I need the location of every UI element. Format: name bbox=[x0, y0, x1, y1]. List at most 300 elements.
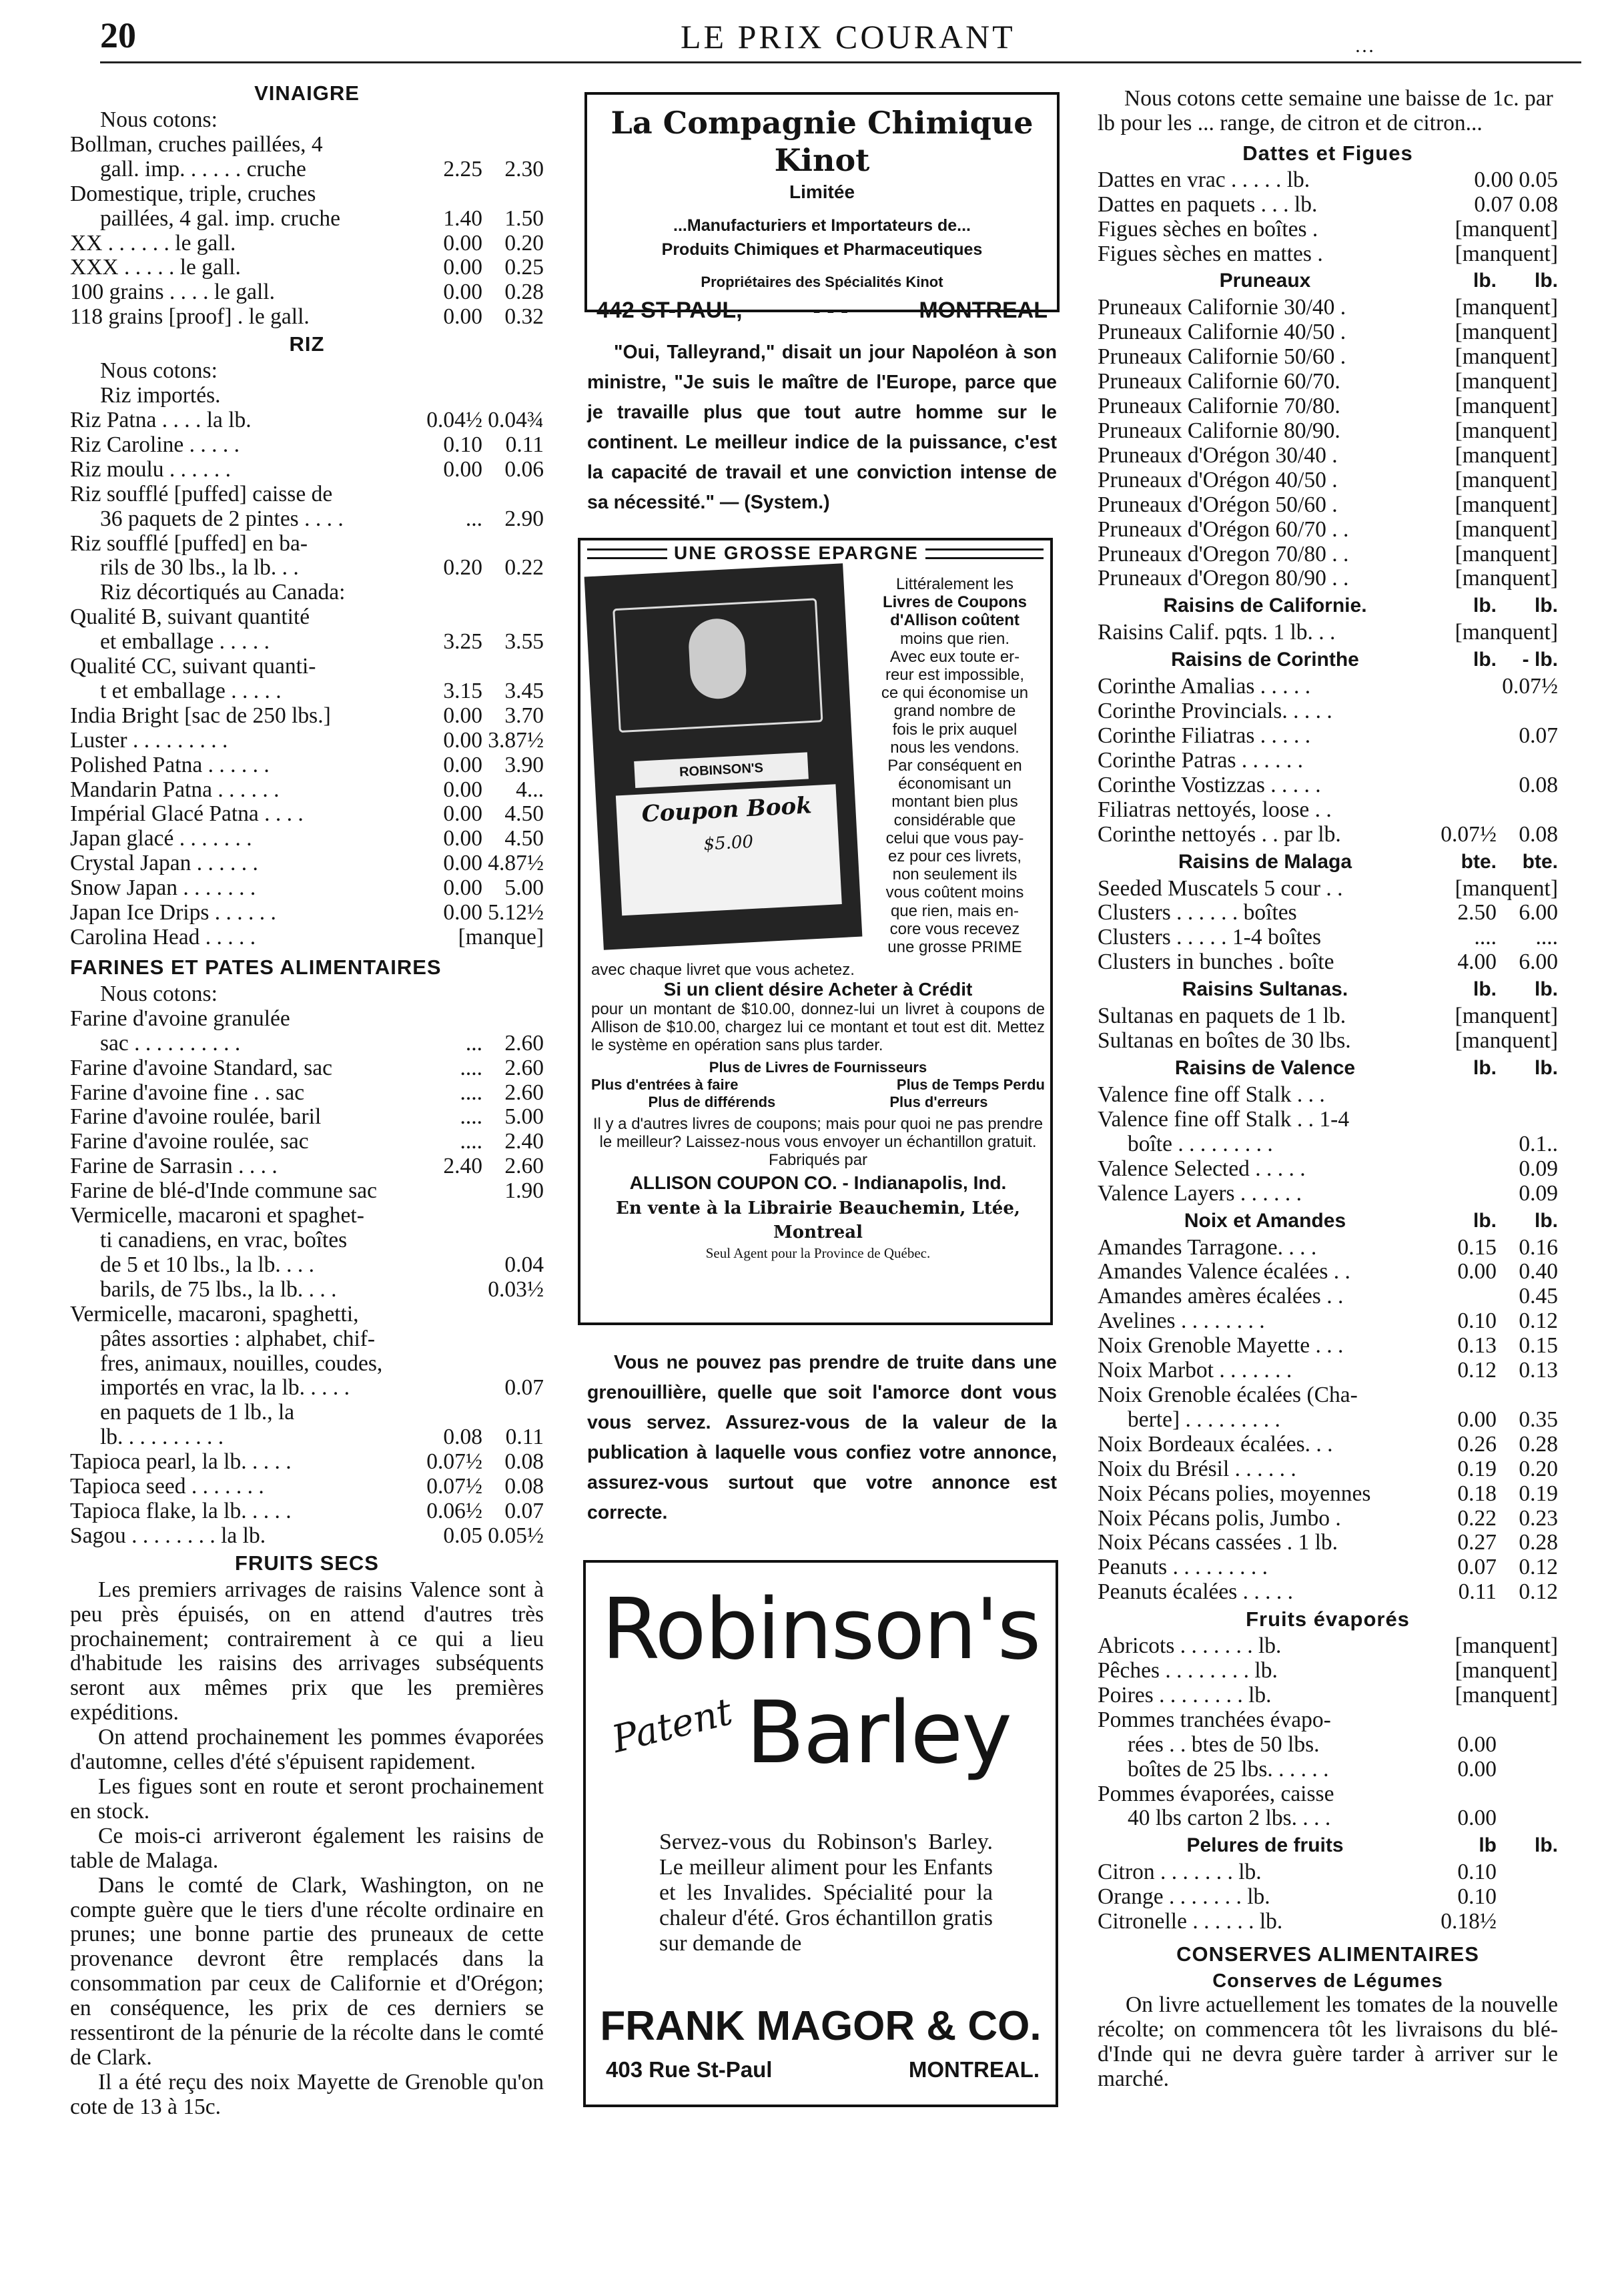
ad-line: Par conséquent en bbox=[887, 757, 1022, 775]
price-row bbox=[1098, 823, 1558, 847]
section-heading-fruits-evapores: Fruits évaporés bbox=[1246, 1607, 1410, 1631]
ad-line: moins que rien. bbox=[899, 629, 1010, 648]
coupon-label: Coupon Book bbox=[641, 792, 813, 828]
ad-line: grand nombre de bbox=[893, 702, 1016, 721]
price-high: 0.08 bbox=[504, 1449, 544, 1475]
price-list-raisins-valence bbox=[1098, 1083, 1558, 1206]
price-high: 0.12 bbox=[1519, 1308, 1558, 1334]
ad-credit-text: pour un montant de $10.00, donnez-lui un livret à coupons de Allison de $10.00, chargez lui ce montant et tout est dit. Mettez le système en opération sans plus tarder. bbox=[591, 1000, 1045, 1054]
item-price: [manquent] bbox=[1455, 344, 1558, 370]
section-heading-fruits-secs: FRUITS SECS bbox=[235, 1551, 379, 1575]
price-row bbox=[70, 1450, 544, 1475]
item-label: Sultanas en boîtes de 30 lbs. bbox=[1098, 1029, 1351, 1054]
kinot-company-name: La Compagnie Chimique Kinot bbox=[611, 105, 1034, 178]
price-high: 0.04 bbox=[504, 1252, 544, 1277]
price-row bbox=[70, 1475, 544, 1499]
price-low: 0.10 bbox=[1457, 1884, 1497, 1910]
price-row bbox=[70, 1081, 544, 1106]
price-high: 1.50 bbox=[504, 206, 544, 231]
price-high: 2.30 bbox=[504, 156, 544, 181]
item-label: Figues sèches en mattes . bbox=[1098, 242, 1323, 266]
price-high: 0.12 bbox=[1519, 1579, 1558, 1605]
item-label: India Bright [sac de 250 lbs.] bbox=[70, 703, 331, 728]
price-row bbox=[1098, 1359, 1558, 1383]
ad-plus-row-2 bbox=[591, 1076, 1045, 1094]
item-label: Valence Layers . . . . . . bbox=[1098, 1181, 1302, 1206]
section-heading-pruneaux bbox=[1098, 266, 1558, 296]
price-row bbox=[1098, 1683, 1558, 1708]
price-high: 0.16 bbox=[1519, 1234, 1558, 1260]
price-low: 2.25 bbox=[443, 156, 482, 181]
price-low: 0.07½ bbox=[426, 1474, 482, 1499]
price-row bbox=[70, 605, 544, 630]
item-label: XXX . . . . . le gall. bbox=[70, 256, 241, 280]
price-list-dattes bbox=[1098, 168, 1558, 267]
price-row bbox=[1098, 320, 1558, 345]
price-high: 0.07 bbox=[504, 1375, 544, 1401]
ad-allison-body bbox=[591, 961, 1045, 1262]
item-label: Raisins Calif. pqts. 1 lb. . . bbox=[1098, 621, 1336, 645]
price-list-fruits-evapores bbox=[1098, 1634, 1558, 1831]
coupon-book-illustration bbox=[584, 563, 863, 950]
quote-note: Nous cotons: bbox=[100, 981, 218, 1006]
kinot-address: 442 ST-PAUL, bbox=[596, 298, 743, 323]
unit-label: lb. bbox=[1473, 978, 1497, 1001]
price-row bbox=[1098, 1004, 1558, 1029]
heading-text: Raisins Sultanas. bbox=[1182, 978, 1348, 1001]
item-price: [manquent] bbox=[1455, 541, 1558, 566]
price-row bbox=[70, 1179, 544, 1204]
item-label: rées . . btes de 50 lbs. bbox=[1128, 1732, 1320, 1757]
price-high: 0.08 bbox=[1519, 821, 1558, 847]
price-low: 0.00 bbox=[443, 255, 482, 280]
price-list-noix bbox=[1098, 1236, 1558, 1605]
item-label: Qualité B, suivant quantité bbox=[70, 605, 310, 630]
price-row bbox=[70, 1154, 544, 1179]
ad-line: économisant un bbox=[898, 775, 1011, 793]
price-row bbox=[1098, 242, 1558, 267]
price-row bbox=[70, 729, 544, 753]
item-label: Corinthe Amalias . . . . . bbox=[1098, 675, 1311, 699]
item-label: Peanuts . . . . . . . . . bbox=[1098, 1555, 1268, 1580]
price-row bbox=[70, 507, 544, 532]
price-high: 0.11 bbox=[505, 1425, 544, 1450]
price-low: 0.06½ bbox=[426, 1498, 482, 1523]
ad-line: Livres de Coupons bbox=[882, 593, 1028, 612]
price-low: 0.04½ bbox=[426, 407, 482, 432]
item-label: ti canadiens, en vrac, boîtes bbox=[100, 1228, 348, 1252]
item-label: Polished Patna . . . . . . bbox=[70, 753, 270, 777]
unit-label: lb. bbox=[1535, 595, 1558, 617]
article-fruits-secs bbox=[70, 1578, 544, 2120]
item-label: Vermicelle, macaroni, spaghetti, bbox=[70, 1302, 359, 1326]
price-low: 0.00 bbox=[443, 703, 482, 728]
unit-label: lb. bbox=[1535, 1209, 1558, 1232]
price-low: ... bbox=[465, 506, 482, 531]
price-row bbox=[70, 556, 544, 581]
price-low: 0.00 bbox=[443, 777, 482, 802]
ad-line: nous les vendons. bbox=[890, 738, 1020, 757]
item-label: Mandarin Patna . . . . . . bbox=[70, 777, 280, 802]
price-row bbox=[1098, 1383, 1558, 1408]
price-high: 0.28 bbox=[1519, 1431, 1558, 1457]
price-high: 0.32 bbox=[504, 304, 544, 330]
ad-line: reur est impossible, bbox=[885, 666, 1025, 685]
price-row bbox=[1098, 1029, 1558, 1054]
price-low: 0.00 bbox=[1457, 1259, 1497, 1284]
item-label: Noix Pécans polis, Jumbo . bbox=[1098, 1506, 1341, 1531]
price-low: 0.00 bbox=[1457, 1806, 1497, 1831]
price-row bbox=[1098, 1580, 1558, 1605]
ad-allison-lines bbox=[858, 575, 1052, 956]
price-high: 0.40 bbox=[1519, 1259, 1558, 1284]
price-row bbox=[1098, 1309, 1558, 1334]
item-label: 118 grains [proof] . le gall. bbox=[70, 305, 310, 330]
item-label: Citron . . . . . . . lb. bbox=[1098, 1860, 1262, 1885]
item-label: Japan glacé . . . . . . . bbox=[70, 827, 252, 851]
price-low: 0.00 bbox=[1457, 1756, 1497, 1782]
robinsons-patent: Patent bbox=[607, 1689, 737, 1762]
price-row bbox=[70, 827, 544, 851]
price-row bbox=[70, 256, 544, 280]
ad-line: Littéralement les bbox=[895, 575, 1014, 593]
item-label: Pruneaux d'Orégon 50/60 . bbox=[1098, 492, 1338, 517]
item-label: Tapioca flake, la lb. . . . . bbox=[70, 1499, 292, 1523]
price-row bbox=[1098, 1806, 1558, 1831]
price-row bbox=[70, 133, 544, 157]
ad-line: ez pour ces livrets, bbox=[887, 847, 1022, 866]
price-low: 0.05 bbox=[443, 1523, 482, 1548]
section-heading-raisins-corinthe bbox=[1098, 645, 1558, 675]
robinsons-company: FRANK MAGOR & CO. bbox=[600, 2003, 1042, 2049]
price-high: 0.25 bbox=[504, 255, 544, 280]
intro-note: Nous cotons cette semaine une baisse de 1c. par lb pour les ... range, de citron et de citron... bbox=[1098, 86, 1553, 135]
price-high: 2.60 bbox=[504, 1154, 544, 1179]
price-low: .... bbox=[460, 1104, 482, 1130]
item-label: Pruneaux Californie 40/50 . bbox=[1098, 320, 1346, 345]
unit-label: bte. bbox=[1461, 850, 1497, 873]
price-low: .... bbox=[460, 1080, 482, 1105]
unit-label: lb. bbox=[1473, 270, 1497, 292]
price-high: 0.23 bbox=[1519, 1505, 1558, 1531]
item-label: en paquets de 1 lb., la bbox=[100, 1401, 295, 1425]
price-high: 0.09 bbox=[1519, 1156, 1558, 1181]
heading-text: Pelures de fruits bbox=[1186, 1834, 1344, 1857]
price-row bbox=[1098, 1758, 1558, 1782]
price-row bbox=[1098, 773, 1558, 798]
price-row bbox=[70, 280, 544, 305]
ad-other-books: Il y a d'autres livres de coupons; mais pour quoi ne pas prendre le meilleur? Laissez-nous vous envoyer un échantillon gratuit. bbox=[592, 1115, 1044, 1151]
price-row bbox=[70, 1376, 544, 1401]
price-high: 0.12 bbox=[1519, 1555, 1558, 1580]
item-label: Japan Ice Drips . . . . . . bbox=[70, 901, 276, 925]
price-high: 0.35 bbox=[1519, 1407, 1558, 1432]
item-price: 0.00 0.05 bbox=[1474, 167, 1558, 192]
price-high: 0.09 bbox=[1519, 1180, 1558, 1206]
ad-line: montant bien plus bbox=[891, 793, 1018, 811]
price-high: 0.22 bbox=[504, 555, 544, 581]
item-label: Noix Grenoble écalées (Cha- bbox=[1098, 1383, 1358, 1407]
price-row bbox=[1098, 566, 1558, 591]
price-list-farines bbox=[70, 1007, 544, 1549]
column-middle bbox=[578, 79, 1065, 2107]
sub-note: Riz décortiqués au Canada: bbox=[100, 580, 346, 605]
item-label: Sagou . . . . . . . . la lb. bbox=[70, 1523, 266, 1548]
item-label: Bollman, cruches paillées, 4 bbox=[70, 132, 323, 157]
price-row bbox=[1098, 925, 1558, 950]
price-row bbox=[1098, 950, 1558, 975]
item-label: Abricots . . . . . . . lb. bbox=[1098, 1634, 1282, 1659]
item-label: Qualité CC, suivant quanti- bbox=[70, 655, 316, 679]
item-label: Tapioca seed . . . . . . . bbox=[70, 1475, 264, 1499]
item-label: Pruneaux Californie 60/70. bbox=[1098, 370, 1340, 394]
heading-text: Raisins de Valence bbox=[1174, 1057, 1356, 1079]
price-row bbox=[1098, 1182, 1558, 1206]
coupon-amount: $5.00 bbox=[703, 831, 754, 855]
price-low: 0.00 bbox=[443, 230, 482, 256]
price-row bbox=[1098, 749, 1558, 773]
kinot-line-2: Produits Chimiques et Pharmaceutiques bbox=[661, 240, 983, 259]
item-label: Valence fine off Stalk . . 1-4 bbox=[1098, 1107, 1350, 1132]
price-row bbox=[70, 433, 544, 458]
item-label: rils de 30 lbs., la lb. . . bbox=[100, 556, 299, 581]
price-row bbox=[1098, 193, 1558, 218]
price-row bbox=[1098, 1531, 1558, 1555]
item-label: Crystal Japan . . . . . . bbox=[70, 851, 258, 876]
price-high: 0.08 bbox=[504, 1474, 544, 1499]
price-row bbox=[1098, 1708, 1558, 1733]
ad-line: que rien, mais en- bbox=[890, 901, 1020, 920]
price-list-raisins-corinthe bbox=[1098, 675, 1558, 847]
item-label: Pruneaux Californie 50/60 . bbox=[1098, 345, 1346, 370]
item-price: [manquent] bbox=[1455, 1658, 1558, 1683]
item-label: pâtes assorties : alphabet, chif- bbox=[100, 1326, 376, 1351]
price-row bbox=[70, 630, 544, 655]
price-row bbox=[1098, 168, 1558, 193]
unit-label: lb. bbox=[1535, 1834, 1558, 1857]
price-high: 0.19 bbox=[1519, 1481, 1558, 1506]
section-heading-vinaigre: VINAIGRE bbox=[254, 81, 360, 105]
item-label: Pruneaux d'Oregon 70/80 . . bbox=[1098, 542, 1349, 566]
robinsons-address: 403 Rue St-Paul bbox=[606, 2057, 773, 2082]
price-high: 3.45 bbox=[504, 678, 544, 703]
price-low: 0.13 bbox=[1457, 1333, 1497, 1359]
item-label: Impérial Glacé Patna . . . . bbox=[70, 802, 304, 827]
ad-plus-2a: Plus d'entrées à faire bbox=[591, 1076, 739, 1093]
robinsons-brand: Robinson's bbox=[601, 1580, 1040, 1678]
ad-plus-3a: Plus de différends bbox=[648, 1094, 776, 1110]
price-high: 0.20 bbox=[1519, 1456, 1558, 1481]
price-row bbox=[1098, 798, 1558, 823]
item-label: Corinthe Provincials. . . . . bbox=[1098, 699, 1332, 724]
ad-robinsons-barley bbox=[583, 1560, 1058, 2107]
price-high: 0.07½ bbox=[1502, 674, 1558, 699]
item-label: Noix Pécans cassées . 1 lb. bbox=[1098, 1531, 1338, 1555]
price-row bbox=[70, 778, 544, 803]
ad-maker: ALLISON COUPON CO. - Indianapolis, Ind. bbox=[629, 1172, 1007, 1193]
price-row bbox=[70, 753, 544, 778]
price-low: 0.00 bbox=[443, 304, 482, 330]
price-row bbox=[70, 182, 544, 207]
price-row bbox=[70, 1425, 544, 1450]
price-high: 3.55 bbox=[504, 629, 544, 655]
item-label: Corinthe Vostizzas . . . . . bbox=[1098, 773, 1321, 797]
item-label: Valence fine off Stalk . . . bbox=[1098, 1083, 1325, 1107]
price-row bbox=[1098, 370, 1558, 394]
price-row bbox=[70, 802, 544, 827]
price-high: 2.40 bbox=[504, 1129, 544, 1154]
price-list-riz bbox=[70, 408, 544, 581]
price-low: 0.00 bbox=[443, 752, 482, 777]
price-high: 0.06 bbox=[504, 456, 544, 482]
ad-plus-1: Plus de Livres de Fournisseurs bbox=[709, 1059, 927, 1076]
item-label: 100 grains . . . . le gall. bbox=[70, 280, 276, 305]
price-row bbox=[1098, 1334, 1558, 1359]
item-label: Tapioca pearl, la lb. . . . . bbox=[70, 1450, 292, 1475]
price-row bbox=[1098, 877, 1558, 901]
item-label: Riz moulu . . . . . . bbox=[70, 457, 232, 482]
price-low: .... bbox=[460, 1129, 482, 1154]
price-high: 5.00 bbox=[504, 1104, 544, 1130]
price-high: 3.87½ bbox=[488, 727, 544, 753]
price-row bbox=[70, 1524, 544, 1549]
unit-label: bte. bbox=[1522, 850, 1558, 873]
ad-line: core vous recevez bbox=[889, 919, 1020, 938]
price-row bbox=[1098, 1083, 1558, 1108]
section-heading-noix bbox=[1098, 1206, 1558, 1236]
price-row bbox=[70, 1228, 544, 1253]
item-label: Pruneaux Californie 80/90. bbox=[1098, 418, 1340, 443]
price-row bbox=[1098, 493, 1558, 518]
kinot-line-3: Propriétaires des Spécialités Kinot bbox=[701, 274, 943, 290]
unit-label: lb. bbox=[1473, 595, 1497, 617]
item-label: Citronelle . . . . . . lb. bbox=[1098, 1910, 1283, 1934]
ad-line: ce qui économise un bbox=[881, 684, 1029, 703]
item-label: Domestique, triple, cruches bbox=[70, 181, 316, 206]
price-row bbox=[1098, 419, 1558, 444]
column-left bbox=[70, 79, 544, 2120]
item-label: Noix Marbot . . . . . . . bbox=[1098, 1359, 1292, 1383]
heading-text: Raisins de Corinthe bbox=[1171, 649, 1359, 671]
section-heading-pelures bbox=[1098, 1831, 1558, 1860]
unit-label: lb. bbox=[1473, 1209, 1497, 1232]
price-high: 4.50 bbox=[504, 826, 544, 851]
ad-allison-coupons bbox=[578, 538, 1053, 1325]
price-low: 0.27 bbox=[1457, 1530, 1497, 1555]
unit-label: lb. bbox=[1473, 1057, 1497, 1079]
price-low: 0.07½ bbox=[426, 1449, 482, 1475]
price-list-raisins-malaga bbox=[1098, 877, 1558, 976]
item-label: Pruneaux Californie 30/40 . bbox=[1098, 296, 1346, 320]
price-row bbox=[1098, 468, 1558, 493]
price-row bbox=[70, 1204, 544, 1228]
article-paragraph: On attend prochainement les pommes évaporées d'automne, celles d'été s'épuisent rapidement. bbox=[70, 1725, 544, 1775]
price-high: 0.11 bbox=[505, 432, 544, 457]
price-row bbox=[1098, 345, 1558, 370]
kinot-limited: Limitée bbox=[789, 181, 855, 202]
ad-made-by: Fabriqués par bbox=[768, 1151, 868, 1169]
item-label: Poires . . . . . . . . lb. bbox=[1098, 1683, 1272, 1707]
price-row bbox=[1098, 1733, 1558, 1758]
trout-notice: Vous ne pouvez pas prendre de truite dans une grenouillière, quelle que soit l'amorce dont vous vous servez. Assurez-vous de la valeur de la publication à laquelle vous confiez votre annonce, assurez-vous surtout que votre annonce est correcte. bbox=[587, 1352, 1057, 1523]
price-row bbox=[1098, 1910, 1558, 1934]
price-low: 0.07½ bbox=[1441, 821, 1497, 847]
price-row bbox=[70, 1105, 544, 1130]
item-label: Farine d'avoine fine . . sac bbox=[70, 1080, 305, 1105]
item-price: [manquent] bbox=[1455, 394, 1558, 419]
item-price: [manquent] bbox=[1455, 1682, 1558, 1707]
item-label: boîtes de 25 lbs. . . . . . bbox=[1128, 1757, 1329, 1782]
robinsons-product: Barley bbox=[746, 1683, 1011, 1783]
item-label: t et emballage . . . . . bbox=[100, 679, 282, 703]
price-row bbox=[70, 704, 544, 729]
ad-plus-3b: Plus d'erreurs bbox=[889, 1094, 988, 1110]
robinsons-address-line bbox=[606, 2055, 1040, 2084]
price-high: 2.60 bbox=[504, 1030, 544, 1056]
price-row bbox=[1098, 1555, 1558, 1580]
coupon-brand-label: ROBINSON'S bbox=[634, 752, 809, 788]
item-label: Sultanas en paquets de 1 lb. bbox=[1098, 1004, 1346, 1029]
price-row bbox=[1098, 296, 1558, 320]
robinsons-body: Servez-vous du Robinson's Barley. Le meilleur aliment pour les Enfants et les Invalides. Spécialité pour la chaleur d'été. Gros échantillon gratis sur demande de bbox=[659, 1830, 993, 1956]
price-row bbox=[1098, 1860, 1558, 1885]
quote-note: Nous cotons: bbox=[100, 107, 218, 132]
section-heading-raisins-sultanas bbox=[1098, 975, 1558, 1004]
item-label: berte] . . . . . . . . . bbox=[1128, 1407, 1280, 1432]
price-low: 4.00 bbox=[1457, 949, 1497, 975]
price-low: 2.50 bbox=[1457, 900, 1497, 925]
item-label: Valence Selected . . . . . bbox=[1098, 1156, 1306, 1181]
item-label: Dattes en vrac . . . . . lb. bbox=[1098, 167, 1310, 192]
item-label: Snow Japan . . . . . . . bbox=[70, 876, 256, 901]
kinot-dash: - - - bbox=[813, 298, 849, 323]
item-price: [manquent] bbox=[1455, 875, 1558, 901]
section-heading-raisins-californie bbox=[1098, 591, 1558, 621]
ad-line: Avec eux toute er- bbox=[889, 647, 1020, 666]
price-row bbox=[1098, 394, 1558, 419]
item-label: Farine d'avoine Standard, sac bbox=[70, 1056, 333, 1080]
price-row bbox=[1098, 1634, 1558, 1659]
item-price: [manquent] bbox=[1455, 492, 1558, 517]
price-row bbox=[1098, 1408, 1558, 1433]
price-high: 0.28 bbox=[504, 280, 544, 305]
price-row bbox=[70, 1056, 544, 1081]
item-label: Filiatras nettoyés, loose . . bbox=[1098, 797, 1332, 822]
item-label: Dattes en paquets . . . lb. bbox=[1098, 192, 1318, 217]
price-row bbox=[1098, 1132, 1558, 1157]
ad-line: fois le prix auquel bbox=[892, 720, 1018, 739]
price-row bbox=[1098, 1260, 1558, 1284]
page-header bbox=[100, 8, 1581, 63]
price-list-raisins-sultanas bbox=[1098, 1004, 1558, 1054]
article-paragraph: Ce mois-ci arriveront également les raisins de table de Malaga. bbox=[70, 1823, 544, 1873]
item-label: Amandes amères écalées . . bbox=[1098, 1284, 1344, 1309]
price-row bbox=[1098, 1236, 1558, 1260]
price-high: 2.90 bbox=[504, 506, 544, 531]
item-price: [manquent] bbox=[1455, 418, 1558, 443]
price-row bbox=[70, 1253, 544, 1278]
item-label: Pêches . . . . . . . . lb. bbox=[1098, 1659, 1278, 1683]
price-row bbox=[70, 876, 544, 901]
price-low: 0.08 bbox=[443, 1425, 482, 1450]
section-heading-conserves: CONSERVES ALIMENTAIRES bbox=[1176, 1942, 1479, 1966]
price-low: .... bbox=[460, 1055, 482, 1080]
price-row bbox=[1098, 1108, 1558, 1132]
item-label: Amandes Tarragone. . . . bbox=[1098, 1235, 1317, 1260]
price-row bbox=[70, 1352, 544, 1377]
price-low: 0.10 bbox=[1457, 1308, 1497, 1334]
item-label: sac . . . . . . . . . . bbox=[100, 1031, 241, 1056]
